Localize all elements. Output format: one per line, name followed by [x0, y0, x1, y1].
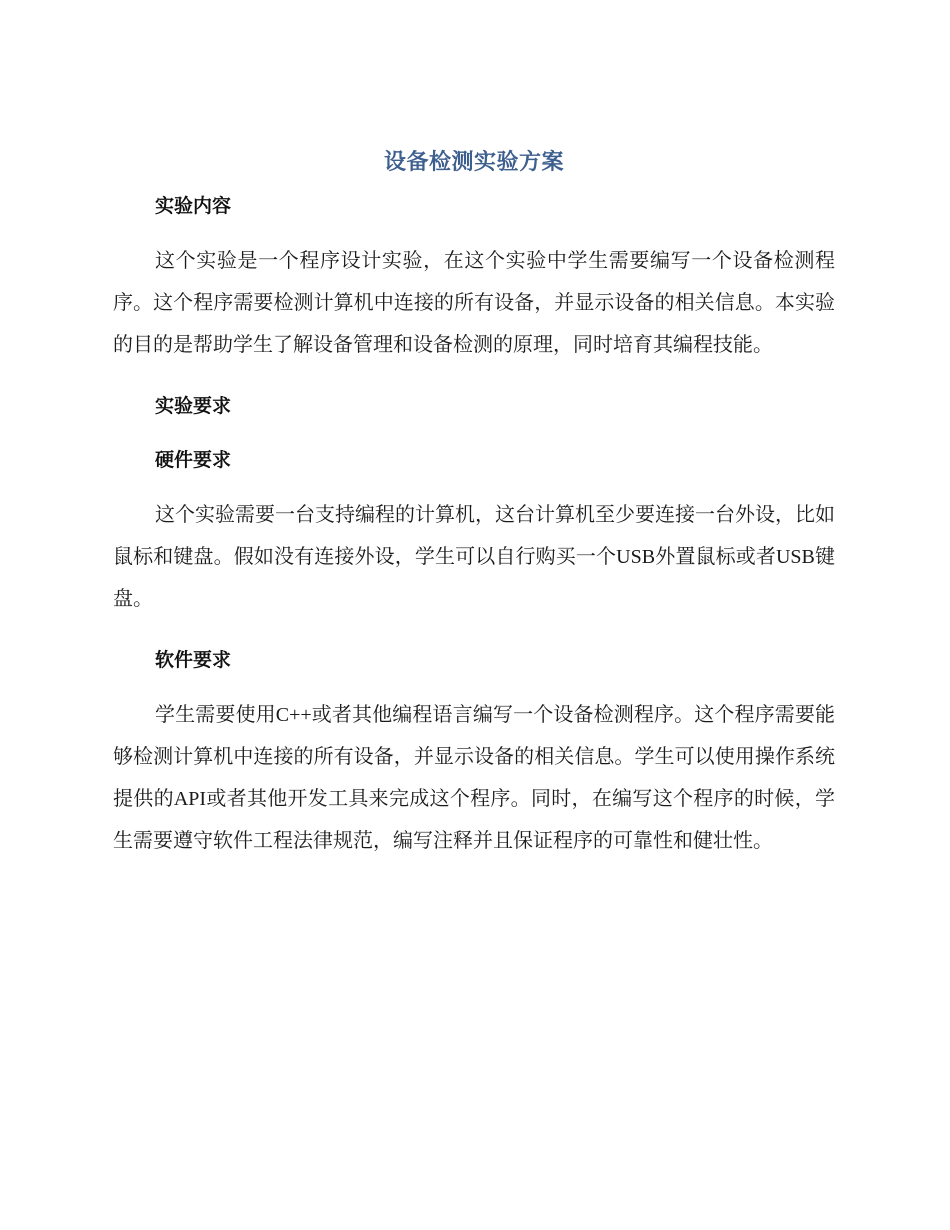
- document-body: [113, 142, 835, 862]
- section-heading-experiment-content: 实验内容: [155, 195, 232, 217]
- section-body-experiment-content: 这个实验是一个程序设计实验，在这个实验中学生需要编写一个设备检测程序。这个程序需要检测计算机中连接的所有设备，并显示设备的相关信息。本实验的目的是帮助学生了解设备管理和设备检测的原理，同时培育其编程技能。: [113, 250, 835, 356]
- section-heading-experiment-requirements: 实验要求: [155, 395, 232, 417]
- section-body-software-requirements: 学生需要使用C++或者其他编程语言编写一个设备检测程序。这个程序需要能够检测计算机中连接的所有设备，并显示设备的相关信息。学生可以使用操作系统提供的API或者其他开发工具来完成这个程序。同时，在编写这个程序的时候，学生需要遵守软件工程法律规范，编写注释并且保证程序的可靠性和健壮性。: [113, 704, 835, 852]
- document-title: 设备检测实验方案: [383, 150, 564, 175]
- section-heading-hardware-requirements: 硬件要求: [155, 449, 232, 471]
- section-heading-software-requirements: 软件要求: [155, 649, 232, 671]
- section-body-hardware-requirements: 这个实验需要一台支持编程的计算机，这台计算机至少要连接一台外设，比如鼠标和键盘。假如没有连接外设，学生可以自行购买一个USB外置鼠标或者USB键盘。: [113, 504, 835, 610]
